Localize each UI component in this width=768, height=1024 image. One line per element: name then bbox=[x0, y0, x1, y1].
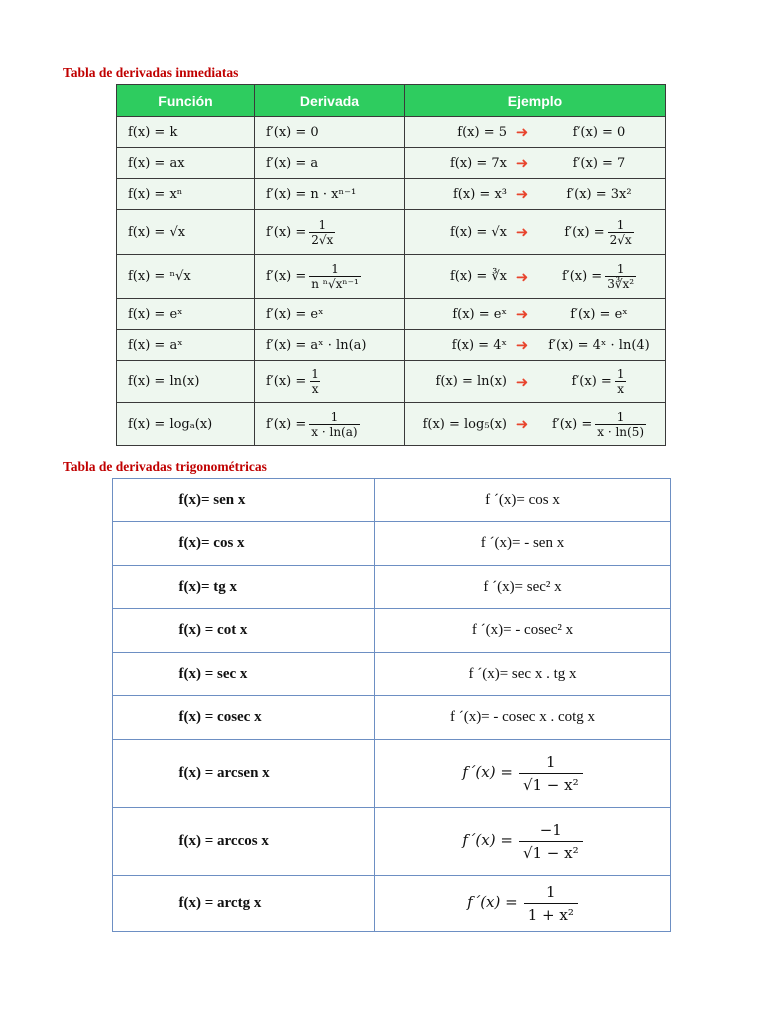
arrow-right-icon: ➜ bbox=[515, 305, 529, 323]
table-row bbox=[113, 696, 671, 740]
table-row bbox=[117, 210, 666, 255]
fraction bbox=[309, 218, 335, 247]
denominator: x bbox=[617, 382, 625, 396]
arrow-right-icon: ➜ bbox=[515, 372, 529, 391]
example-function: f(x) = 4ˣ bbox=[451, 337, 507, 353]
function-cell: f(x) = √x bbox=[117, 210, 255, 255]
denominator: n ⁿ√xⁿ⁻¹ bbox=[311, 277, 359, 291]
example-derivative-prefix: f′(x) = bbox=[551, 416, 593, 432]
derivative-cell bbox=[255, 255, 405, 299]
example-cell bbox=[405, 179, 666, 210]
table-row bbox=[117, 299, 666, 330]
derivative-cell: f′(x) = 0 bbox=[255, 117, 405, 148]
denominator: 2√x bbox=[311, 232, 334, 247]
example-cell bbox=[405, 403, 666, 446]
example-derivative-prefix: f′(x) = bbox=[561, 269, 603, 284]
table-row bbox=[113, 876, 671, 932]
numerator: 1 bbox=[331, 262, 339, 276]
table-row bbox=[113, 740, 671, 808]
function-text: f(x) = arccos x bbox=[178, 833, 269, 849]
fraction bbox=[309, 262, 360, 291]
example-function: f(x) = ln(x) bbox=[435, 374, 507, 389]
derivative-cell: f ´(x)= - sen x bbox=[375, 522, 671, 566]
header-ejemplo: Ejemplo bbox=[405, 85, 666, 117]
derivative-prefix: f´(x) = bbox=[462, 830, 513, 849]
fraction bbox=[519, 819, 583, 864]
denominator: √1 − x² bbox=[519, 773, 583, 796]
example-cell bbox=[405, 330, 666, 361]
fraction bbox=[519, 751, 583, 796]
derivative-cell: f′(x) = n · xⁿ⁻¹ bbox=[255, 179, 405, 210]
derivative-prefix: f′(x) = bbox=[266, 374, 307, 389]
example-derivative bbox=[533, 262, 665, 291]
derivative-cell: f ´(x)= sec x . tg x bbox=[375, 653, 671, 696]
function-text: f(x) = cosec x bbox=[178, 709, 262, 725]
example-function: f(x) = ∛x bbox=[449, 269, 507, 284]
table-row bbox=[113, 522, 671, 566]
table-row bbox=[117, 255, 666, 299]
function-cell bbox=[113, 653, 375, 696]
fraction bbox=[309, 410, 359, 439]
example-derivative: f′(x) = eˣ bbox=[570, 306, 628, 322]
table-header-row bbox=[117, 85, 666, 117]
function-cell bbox=[113, 479, 375, 522]
table-row bbox=[113, 566, 671, 609]
denominator: x · ln(a) bbox=[311, 424, 358, 439]
table-row bbox=[117, 403, 666, 446]
derivatives-table bbox=[116, 84, 666, 446]
derivative-cell bbox=[255, 403, 405, 446]
function-text: f(x) = cot x bbox=[178, 622, 248, 638]
trig-derivatives-table bbox=[112, 478, 671, 932]
function-cell bbox=[113, 696, 375, 740]
derivative-cell: f ´(x)= sec² x bbox=[375, 566, 671, 609]
example-cell bbox=[405, 361, 666, 403]
function-cell bbox=[113, 609, 375, 653]
example-derivative: f′(x) = 7 bbox=[572, 155, 626, 171]
function-cell bbox=[113, 522, 375, 566]
numerator: −1 bbox=[539, 821, 562, 839]
example-cell bbox=[405, 255, 666, 299]
numerator: 1 bbox=[330, 409, 339, 424]
function-cell: f(x) = ax bbox=[117, 148, 255, 179]
example-function: f(x) = 5 bbox=[457, 124, 507, 140]
arrow-right-icon: ➜ bbox=[515, 123, 529, 141]
example-cell bbox=[405, 210, 666, 255]
example-cell bbox=[405, 148, 666, 179]
function-cell: f(x) = ln(x) bbox=[117, 361, 255, 403]
function-cell: f(x) = xⁿ bbox=[117, 179, 255, 210]
table-row bbox=[113, 653, 671, 696]
derivative-cell bbox=[375, 876, 671, 932]
denominator: 1 + x² bbox=[524, 903, 578, 926]
derivative-prefix: f′(x) = bbox=[266, 269, 307, 284]
function-cell bbox=[113, 808, 375, 876]
function-cell: f(x) = k bbox=[117, 117, 255, 148]
example-function: f(x) = √x bbox=[449, 224, 507, 240]
arrow-right-icon: ➜ bbox=[515, 154, 529, 172]
function-cell bbox=[113, 566, 375, 609]
derivative-cell: f ´(x)= - cosec x . cotg x bbox=[375, 696, 671, 740]
arrow-right-icon: ➜ bbox=[515, 415, 529, 433]
function-text: f(x)= tg x bbox=[178, 578, 238, 595]
function-cell: f(x) = eˣ bbox=[117, 299, 255, 330]
example-function: f(x) = 7x bbox=[449, 155, 507, 171]
example-derivative-prefix: f′(x) = bbox=[564, 224, 605, 240]
derivative-cell: f ´(x)= - cosec² x bbox=[375, 609, 671, 653]
derivative-cell: f′(x) = aˣ · ln(a) bbox=[255, 330, 405, 361]
derivative-cell bbox=[375, 740, 671, 808]
example-derivative: f′(x) = 4ˣ · ln(4) bbox=[548, 337, 650, 353]
numerator: 1 bbox=[546, 753, 556, 771]
fraction bbox=[595, 410, 646, 439]
numerator: 1 bbox=[311, 367, 319, 381]
function-text: f(x) = arctg x bbox=[178, 895, 262, 911]
function-text: f(x) = sec x bbox=[178, 665, 248, 682]
table-row bbox=[117, 361, 666, 403]
function-cell: f(x) = logₐ(x) bbox=[117, 403, 255, 446]
numerator: 1 bbox=[616, 262, 625, 276]
example-function: f(x) = x³ bbox=[453, 186, 507, 202]
example-derivative bbox=[533, 218, 665, 247]
derivative-prefix: f′(x) = bbox=[266, 224, 307, 240]
arrow-right-icon: ➜ bbox=[515, 267, 529, 286]
denominator: 2√x bbox=[609, 232, 632, 247]
arrow-right-icon: ➜ bbox=[515, 223, 529, 241]
example-function: f(x) = eˣ bbox=[452, 306, 507, 322]
table-row bbox=[113, 609, 671, 653]
example-derivative: f′(x) = 3x² bbox=[566, 186, 632, 202]
table-row bbox=[113, 808, 671, 876]
example-derivative bbox=[533, 410, 665, 439]
table-row bbox=[117, 148, 666, 179]
function-cell bbox=[113, 740, 375, 808]
numerator: 1 bbox=[318, 217, 327, 232]
fraction bbox=[608, 218, 634, 247]
function-cell bbox=[113, 876, 375, 932]
numerator: 1 bbox=[616, 409, 625, 424]
derivative-cell: f′(x) = eˣ bbox=[255, 299, 405, 330]
example-cell bbox=[405, 117, 666, 148]
fraction bbox=[524, 881, 578, 926]
function-cell: f(x) = ⁿ√x bbox=[117, 255, 255, 299]
derivative-cell bbox=[255, 210, 405, 255]
example-derivative-prefix: f′(x) = bbox=[571, 374, 612, 389]
derivative-prefix: f´(x) = bbox=[467, 892, 518, 911]
function-text: f(x)= cos x bbox=[178, 535, 245, 551]
header-derivada: Derivada bbox=[255, 85, 405, 117]
example-cell bbox=[405, 299, 666, 330]
function-cell: f(x) = aˣ bbox=[117, 330, 255, 361]
table1-title: Tabla de derivadas inmediatas bbox=[63, 65, 239, 80]
example-derivative bbox=[533, 367, 665, 396]
derivative-prefix: f′(x) = bbox=[266, 416, 307, 432]
derivative-cell bbox=[375, 808, 671, 876]
derivative-cell: f ´(x)= cos x bbox=[375, 479, 671, 522]
table-row bbox=[113, 479, 671, 522]
numerator: 1 bbox=[616, 217, 625, 232]
numerator: 1 bbox=[546, 883, 556, 901]
table-row bbox=[117, 330, 666, 361]
denominator: √1 − x² bbox=[519, 841, 583, 864]
function-text: f(x)= sen x bbox=[178, 491, 246, 508]
denominator: x bbox=[311, 382, 319, 396]
table-row bbox=[117, 117, 666, 148]
arrow-right-icon: ➜ bbox=[515, 185, 529, 203]
derivative-prefix: f´(x) = bbox=[462, 762, 513, 781]
denominator: 3∛x² bbox=[607, 277, 635, 291]
function-text: f(x) = arcsen x bbox=[178, 765, 270, 781]
example-derivative: f′(x) = 0 bbox=[572, 124, 626, 140]
header-funcion: Función bbox=[117, 85, 255, 117]
table-row bbox=[117, 179, 666, 210]
arrow-right-icon: ➜ bbox=[515, 336, 529, 354]
fraction bbox=[605, 262, 636, 291]
denominator: x · ln(5) bbox=[597, 424, 645, 439]
example-function: f(x) = log₅(x) bbox=[422, 416, 507, 432]
fraction bbox=[309, 367, 321, 396]
fraction bbox=[615, 367, 627, 396]
numerator: 1 bbox=[616, 367, 625, 381]
derivative-cell bbox=[255, 361, 405, 403]
derivative-cell: f′(x) = a bbox=[255, 148, 405, 179]
table2-title: Tabla de derivadas trigonométricas bbox=[63, 459, 267, 474]
